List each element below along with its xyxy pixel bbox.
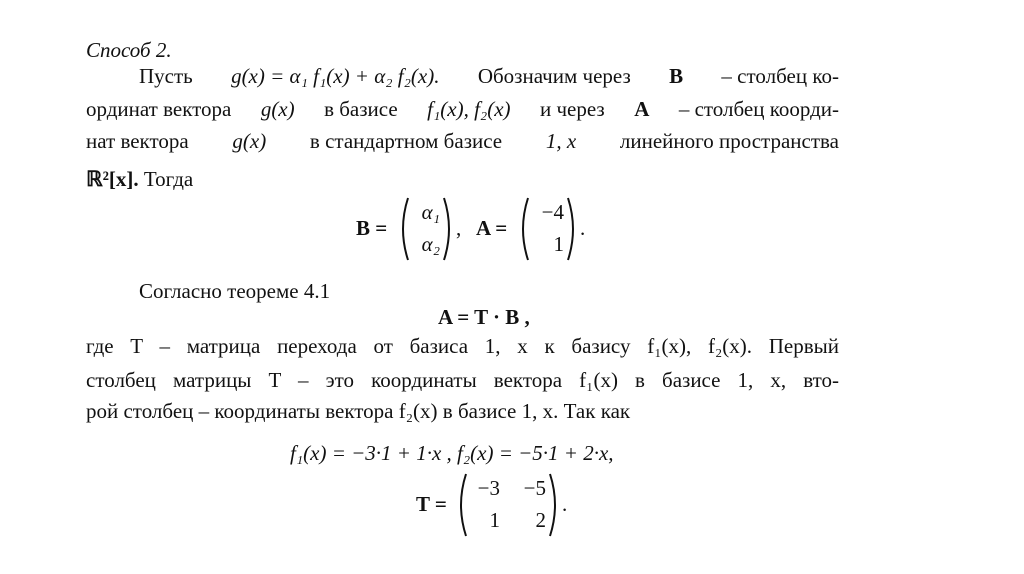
period: . (562, 492, 568, 516)
A-matrix (476, 196, 596, 266)
para1-line2-a: ординат вектора (86, 97, 232, 121)
para1-basis-f: f₁(x), f₂(x) (427, 97, 511, 121)
T-matrix (416, 472, 576, 542)
para1-line4 (86, 167, 193, 191)
right-paren (442, 196, 456, 262)
para2-line1: где T – матрица перехода от базиса 1, x к базису f₁(x), f₂(x). Первый (86, 334, 839, 358)
para1-line3 (86, 129, 839, 153)
para1-g: g(x) (260, 97, 295, 121)
para1-line3-a: нат вектора (86, 129, 189, 153)
para1-g2: g(x) (232, 129, 267, 153)
para1-line2-d: – столбец коорди- (678, 97, 839, 121)
para2-line3: рой столбец – координаты вектора f₂(x) в базисе 1, x. Так как (86, 399, 631, 423)
left-paren (454, 472, 468, 538)
T-cell-22: 2 (535, 508, 546, 532)
para1-text2: – столбец ко- (721, 64, 839, 88)
para1-std-basis: 1, x (545, 129, 577, 153)
T-label: T = (416, 492, 447, 516)
para1-equation: g(x) = α₁ f₁(x) + α₂ f₂(x). (231, 64, 440, 88)
para1-then: Тогда (143, 167, 194, 191)
para1-B: B (669, 64, 684, 88)
B-cell-1: α₁ (421, 200, 440, 224)
comma: , (456, 216, 462, 240)
T-cell-11: −3 (477, 476, 500, 500)
eq-A-T-B: A = T · B , (438, 305, 530, 329)
A-cell-2: 1 (553, 232, 564, 256)
para1-line1 (139, 64, 839, 88)
right-paren (548, 472, 562, 538)
para1-text1: Обозначим через (477, 64, 631, 88)
f-equations: f₁(x) = −3·1 + 1·x , f₂(x) = −5·1 + 2·x, (290, 441, 614, 465)
right-paren (566, 196, 580, 262)
para2-line2: столбец матрицы T – это координаты вектора f₁(x) в базисе 1, x, вто- (86, 368, 839, 392)
para1-line2-c: и через (539, 97, 605, 121)
para1-line2-b: в базисе (324, 97, 398, 121)
para1-A: A (634, 97, 650, 121)
period: . (580, 216, 586, 240)
A-cell-1: −4 (541, 200, 564, 224)
theorem-ref: Согласно теореме 4.1 (139, 279, 331, 303)
para1-line3-c: линейного пространства (619, 129, 839, 153)
para1-line3-b: в стандартном базисе (309, 129, 503, 153)
para1-line2 (86, 97, 839, 121)
B-cell-2: α₂ (421, 232, 440, 256)
T-cell-12: −5 (523, 476, 546, 500)
method-title: Способ 2. (86, 38, 172, 62)
para1-lead: Пусть (139, 64, 193, 88)
A-label: A = (476, 216, 508, 240)
B-matrix (356, 196, 476, 266)
T-cell-21: 1 (489, 508, 500, 532)
B-label: B = (356, 216, 388, 240)
para1-space: ℝ²[x]. (86, 167, 139, 191)
